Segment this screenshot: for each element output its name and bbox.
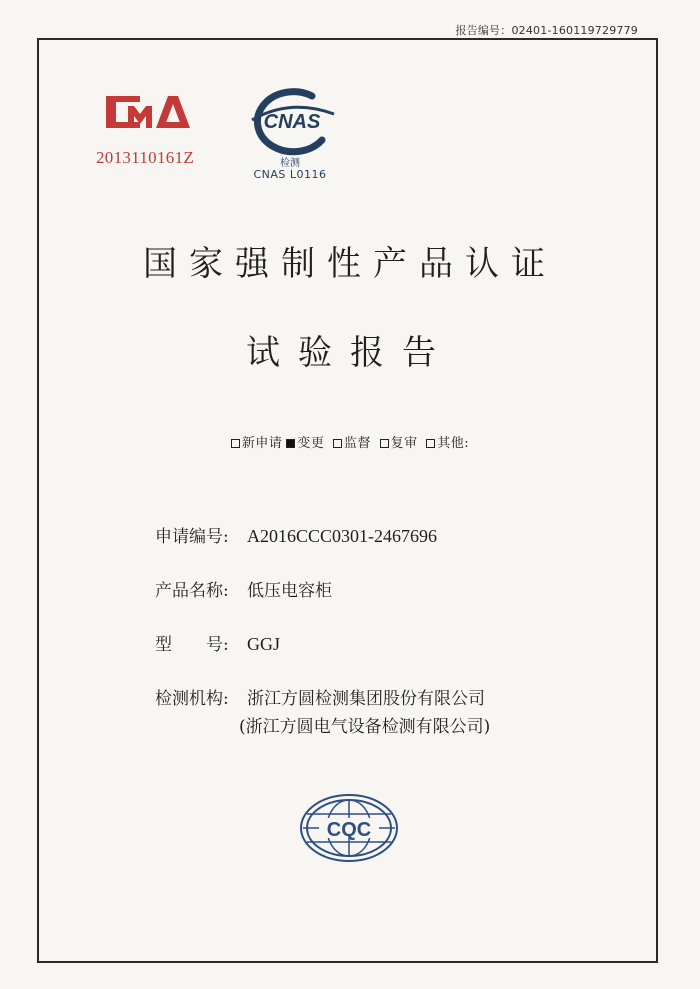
field-product-name [155,576,332,601]
option-other[interactable] [426,436,469,451]
field-model [155,630,280,655]
report-type-options [0,432,700,451]
option-review[interactable] [380,436,418,451]
cnas-sub-cn: 检测 [280,158,300,169]
field-testing-lab [155,684,485,709]
cqc-logo [297,792,401,864]
option-label: 其他: [437,436,470,451]
option-label: 变更 [297,436,325,451]
option-label: 复审 [390,436,418,451]
option-supervision[interactable] [333,436,371,451]
option-change[interactable] [286,436,324,451]
checkbox-change[interactable] [286,439,295,448]
cnas-logo [242,84,338,184]
application-number-value: A2016CCC0301-2467696 [247,526,438,546]
model-value: GGJ [247,634,281,654]
cma-logo [102,92,202,132]
testing-lab-value: 浙江方圆检测集团股份有限公司 [247,689,485,709]
report-number: 报告编号：02401-160119729779 [455,24,638,37]
field-label: 产品名称: [155,581,229,601]
checkbox-review[interactable] [380,439,389,448]
cnas-accreditation-number: CNAS L0116 [253,168,327,181]
option-label: 监督 [343,436,371,451]
option-new-application[interactable] [231,436,283,451]
field-application-number [155,522,437,547]
report-title-line2: 试验报告 [246,333,454,373]
option-label: 新申请 [241,436,283,451]
cnas-logo-text: CNAS [263,111,321,133]
field-label: 申请编号: [155,527,229,547]
checkbox-supervision[interactable] [333,439,342,448]
field-testing-lab-alt [239,712,490,737]
checkbox-other[interactable] [426,439,435,448]
testing-lab-alt-value: (浙江方圆电气设备检测有限公司) [239,717,491,737]
product-name-value: 低压电容柜 [247,581,332,601]
report-title-line1: 国家强制性产品认证 [143,244,557,284]
field-label: 型 号: [155,635,229,655]
checkbox-new-application[interactable] [231,439,240,448]
cnas-emblem [242,84,338,156]
cma-certificate-number: 2013110161Z [96,148,195,167]
cqc-logo-text: CQC [326,819,372,841]
field-label: 检测机构: [155,689,229,709]
